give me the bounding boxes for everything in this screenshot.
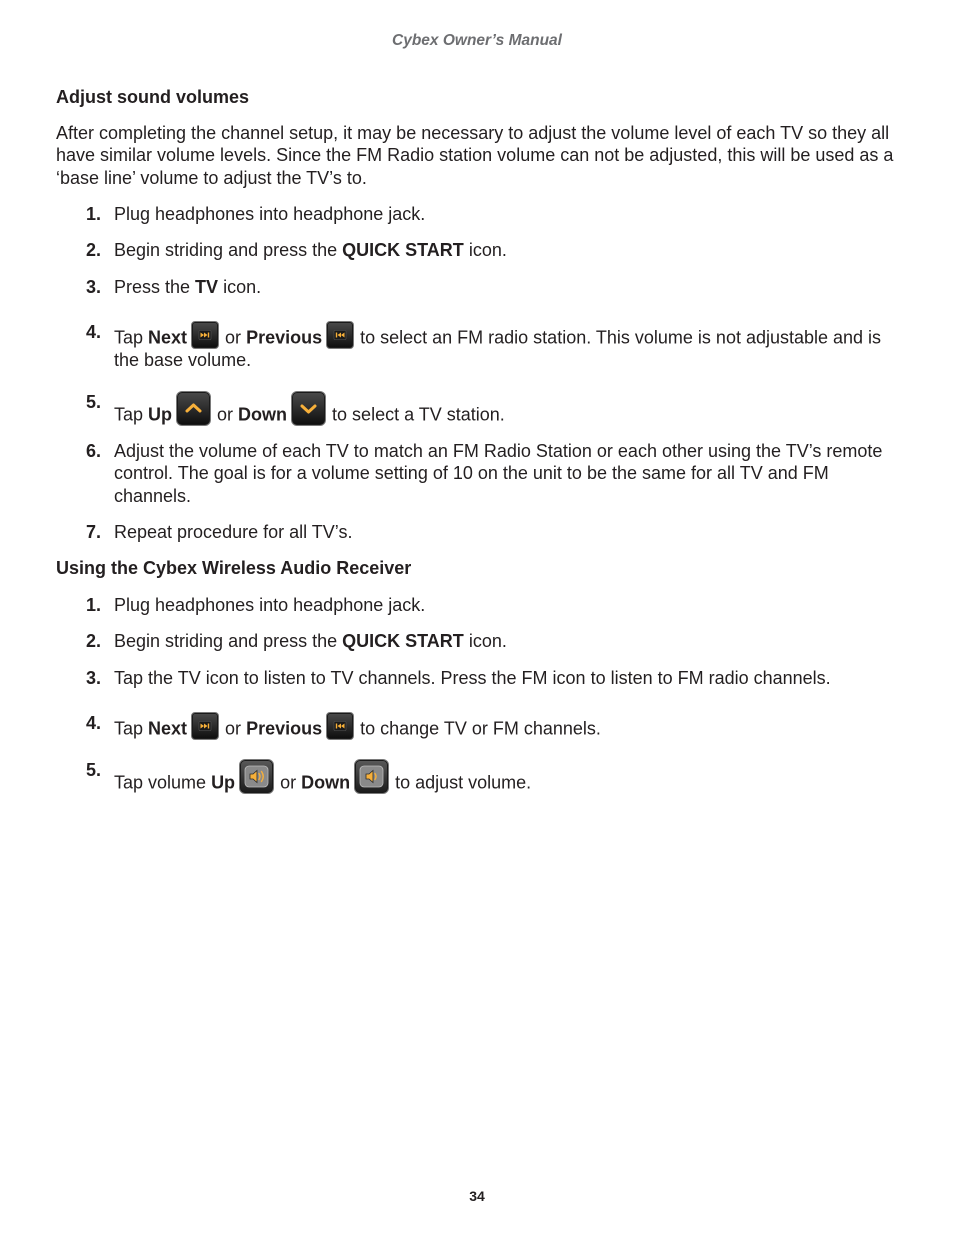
step-text: icon. <box>218 277 262 297</box>
step-text: to adjust volume. <box>390 772 532 793</box>
section-heading-adjust-volumes: Adjust sound volumes <box>56 87 250 107</box>
step-number: 4 . <box>86 712 101 735</box>
step-number: 4 . <box>86 321 101 344</box>
step-text: icon. <box>463 240 507 260</box>
step-number: 2 . <box>86 630 101 653</box>
step-number: 6 . <box>86 440 101 463</box>
step-text: Plug headphones into headphone jack. <box>114 595 426 615</box>
volume-down-icon <box>354 759 389 794</box>
volume-up-label: Up <box>211 772 236 793</box>
next-label: Next <box>148 327 188 348</box>
step-number: 7 . <box>86 521 101 544</box>
next-track-icon <box>191 712 219 740</box>
down-chevron-icon <box>291 391 326 426</box>
list-item <box>56 667 906 690</box>
step-text: Press the <box>114 277 196 297</box>
step-text: Tap the TV icon to listen to TV channels. Press the FM icon to listen to FM radio channels. <box>114 668 831 688</box>
page-number: 34 <box>469 1188 485 1204</box>
step-text: icon. <box>463 631 507 651</box>
previous-track-icon <box>326 321 354 349</box>
step-text: Tap <box>114 718 149 739</box>
list-item <box>56 203 906 226</box>
step-text: Begin striding and press the <box>114 631 343 651</box>
step-text: to select a TV station. <box>327 404 505 424</box>
list-item <box>56 521 906 544</box>
step-text: to change TV or FM channels. <box>355 718 601 739</box>
list-item <box>56 759 906 794</box>
list-item <box>56 594 906 617</box>
adjust-volume-steps <box>56 203 906 544</box>
step-text: or <box>212 404 239 424</box>
previous-label: Previous <box>246 327 323 348</box>
step-number: 2 . <box>86 239 101 262</box>
list-item <box>56 321 906 372</box>
page-content <box>56 86 906 794</box>
step-text: or <box>275 772 302 793</box>
list-item <box>56 630 906 653</box>
step-text: Adjust the volume of each TV to match an FM Radio Station or each other using the TV’s remote control. The goal is for a volume setting of 10 on the unit to be the same for all TV and FM channels. <box>114 440 883 506</box>
step-number: 5 . <box>86 391 101 414</box>
list-item <box>56 391 906 426</box>
step-number: 3 . <box>86 667 101 690</box>
step-number: 1 . <box>86 594 101 617</box>
step-text: Begin striding and press the <box>114 240 343 260</box>
step-number: 3 . <box>86 276 101 299</box>
section-heading-wireless-receiver: Using the Cybex Wireless Audio Receiver <box>56 558 412 578</box>
step-number: 5 . <box>86 759 101 782</box>
step-text: Tap volume <box>114 772 212 793</box>
step-text: Tap <box>114 404 149 424</box>
volume-up-icon <box>239 759 274 794</box>
list-item <box>56 712 906 740</box>
up-chevron-icon <box>176 391 211 426</box>
step-text: Tap <box>114 327 149 348</box>
quick-start-label: QUICK START <box>342 240 464 260</box>
previous-track-icon <box>326 712 354 740</box>
up-label: Up <box>148 404 173 424</box>
list-item <box>56 440 906 508</box>
down-label: Down <box>238 404 288 424</box>
next-label: Next <box>148 718 188 739</box>
next-track-icon <box>191 321 219 349</box>
intro-paragraph: After completing the channel setup, it may be necessary to adjust the volume level of each TV so they all have similar volume levels. Since the FM Radio station volume can not be adjusted, this will be used as a ‘base line’ volume to adjust the TV’s to. <box>56 122 894 188</box>
list-item <box>56 276 906 299</box>
quick-start-label: QUICK START <box>342 631 464 651</box>
step-number: 1 . <box>86 203 101 226</box>
step-text: Plug headphones into headphone jack. <box>114 204 426 224</box>
previous-label: Previous <box>246 718 323 739</box>
tv-label: TV <box>195 277 219 297</box>
running-header: Cybex Owner’s Manual <box>392 32 562 49</box>
volume-down-label: Down <box>301 772 351 793</box>
wireless-receiver-steps <box>56 594 906 794</box>
step-text: or <box>220 718 247 739</box>
list-item <box>56 239 906 262</box>
step-text: to select an FM radio station. This volume is not adjustable and is the base volume. <box>114 327 882 370</box>
step-text: Repeat procedure for all TV’s. <box>114 522 353 542</box>
step-text: or <box>220 327 247 348</box>
